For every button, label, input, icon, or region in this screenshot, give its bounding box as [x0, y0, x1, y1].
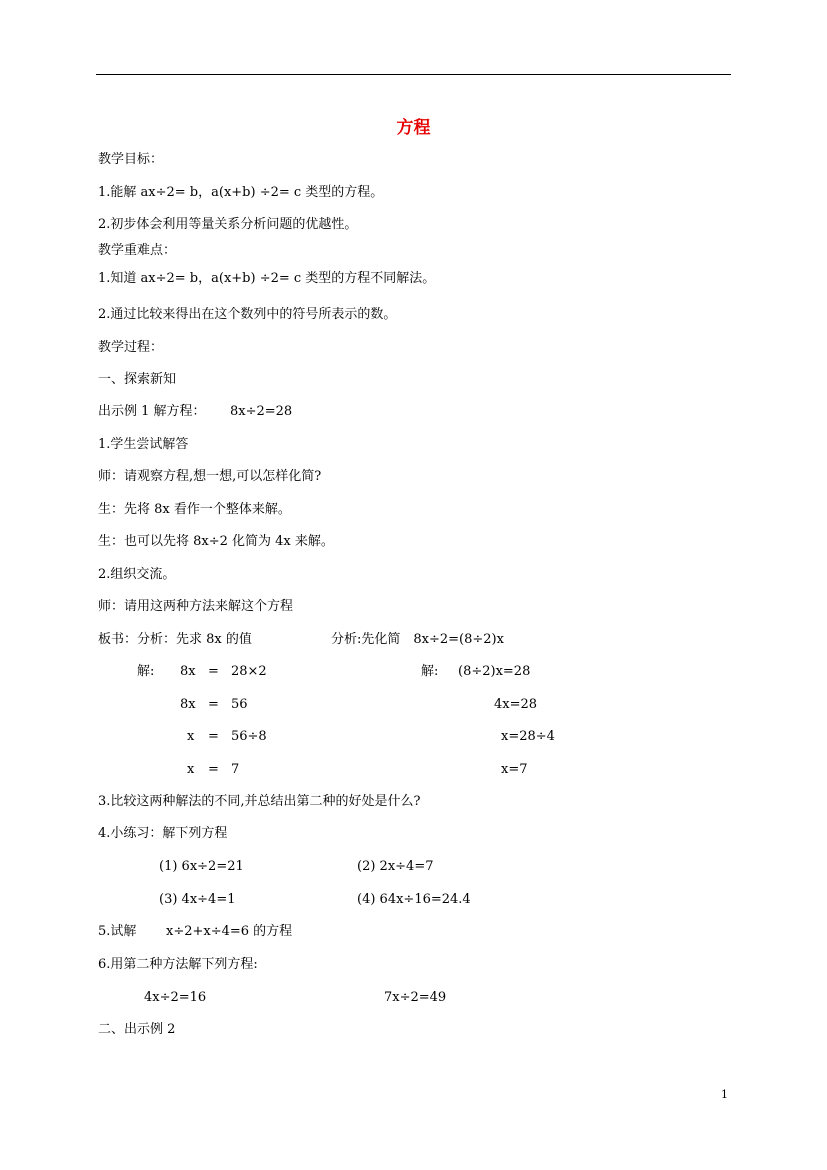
- left-solution-label: 解:: [137, 664, 155, 679]
- practice-item-2: (2) 2x÷4=7: [357, 859, 434, 874]
- goal-1: 1.能解 ax÷2= b，a(x+b) ÷2= c 类型的方程。: [98, 185, 384, 200]
- left-solution-lhs: 8x: [180, 664, 196, 679]
- board-right-label: 分析:先化简 8x÷2=(8÷2)x: [331, 632, 504, 647]
- page-number: 1: [721, 1088, 728, 1101]
- step-3: 3.比较这两种解法的不同,并总结出第二种的好处是什么?: [98, 794, 421, 809]
- page-title: 方程: [396, 118, 431, 138]
- step-5-label: 5.试解: [98, 924, 137, 939]
- left-solution-equals: =: [208, 697, 219, 712]
- teacher-line-2: 师：请用这两种方法来解这个方程: [98, 599, 294, 614]
- right-solution-line: x=28÷4: [501, 729, 555, 744]
- goals-heading: 教学目标：: [98, 152, 164, 167]
- right-solution-line: (8÷2)x=28: [458, 664, 531, 679]
- left-solution-lhs: x: [187, 762, 195, 777]
- student-line-2: 生：也可以先将 8x÷2 化简为 4x 来解。: [98, 534, 334, 549]
- step-4: 4.小练习：解下列方程: [98, 826, 228, 841]
- right-solution-line: x=7: [501, 762, 528, 777]
- left-solution-rhs: 7: [231, 762, 240, 777]
- left-solution-rhs: 56: [231, 697, 248, 712]
- step-2: 2.组织交流。: [98, 567, 176, 582]
- key-2: 2.通过比较来得出在这个数列中的符号所表示的数。: [98, 307, 397, 322]
- part-1-heading: 一、探索新知: [98, 372, 177, 387]
- left-solution-lhs: x: [187, 729, 195, 744]
- practice-item-1: (1) 6x÷2=21: [159, 859, 244, 874]
- part-2-heading: 二、出示例 2: [98, 1022, 176, 1037]
- process-heading: 教学过程：: [98, 340, 164, 355]
- goal-2: 2.初步体会利用等量关系分析问题的优越性。: [98, 217, 358, 232]
- example-1-equation: 8x÷2=28: [230, 404, 293, 419]
- left-solution-equals: =: [208, 729, 219, 744]
- left-solution-equals: =: [208, 762, 219, 777]
- board-label: 板书：分析：先求 8x 的值: [98, 632, 252, 647]
- practice-item-3: (3) 4x÷4=1: [159, 892, 236, 907]
- teacher-line-1: 师：请观察方程,想一想,可以怎样化简?: [98, 469, 322, 484]
- left-solution-rhs: 28×2: [231, 664, 267, 679]
- left-solution-rhs: 56÷8: [231, 729, 267, 744]
- exercise-6-item-2: 7x÷2=49: [384, 990, 447, 1005]
- example-1-label: 出示例 1 解方程：: [98, 404, 206, 419]
- key-heading: 教学重难点：: [98, 243, 177, 258]
- right-solution-label: 解:: [421, 664, 439, 679]
- step-6: 6.用第二种方法解下列方程:: [98, 957, 258, 972]
- right-solution-line: 4x=28: [494, 697, 538, 712]
- left-solution-equals: =: [208, 664, 219, 679]
- practice-item-4: (4) 64x÷16=24.4: [357, 892, 471, 907]
- key-1: 1.知道 ax÷2= b，a(x+b) ÷2= c 类型的方程不同解法。: [98, 271, 436, 286]
- exercise-6-item-1: 4x÷2=16: [144, 990, 207, 1005]
- left-solution-lhs: 8x: [180, 697, 196, 712]
- step-5-equation: x÷2+x÷4=6 的方程: [166, 924, 293, 939]
- header-rule: [96, 74, 731, 75]
- student-line-1: 生：先将 8x 看作一个整体来解。: [98, 502, 291, 517]
- step-1: 1.学生尝试解答: [98, 437, 189, 452]
